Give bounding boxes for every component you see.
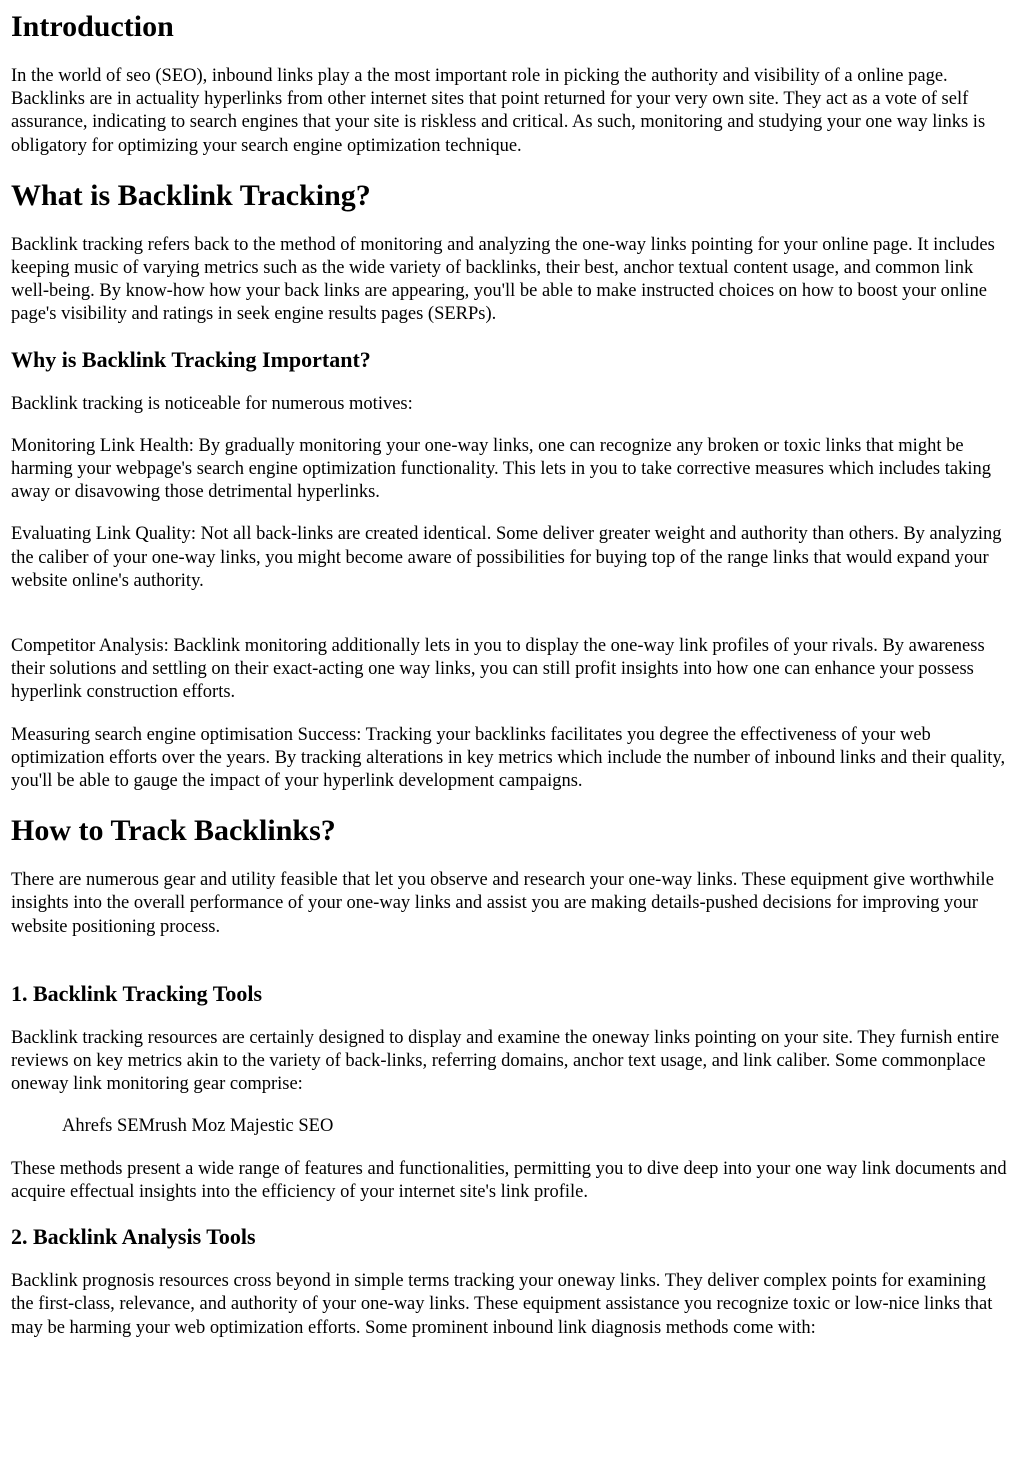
paragraph-tracking-tools: Backlink tracking resources are certainly designed to display and examine the oneway links pointing on your site. They furnish entire reviews on key metrics akin to the variety of back-links, referring domains, anchor text usage, and link caliber. Some commonplace oneway link monitoring gear comprise: <box>11 1027 1000 1095</box>
paragraph-tracking-tools-summary: These methods present a wide range of features and functionalities, permitting you to dive deep into your one way link documents and acquire effectual insights into the efficiency of your internet site's link profile. <box>11 1158 1007 1202</box>
paragraph-competitor-analysis: Competitor Analysis: Backlink monitoring additionally lets in you to display the one-way link profiles of your rivals. By awareness their solutions and settling on their exact-acting one way links, you can still profit insights into how one can enhance your possess hyperlink construction efforts. <box>11 636 985 703</box>
paragraph-evaluating-link-quality: Evaluating Link Quality: Not all back-links are created identical. Some deliver greater weight and authority than others. By analyzing the caliber of your one-way links, you might become aware of possibilities for buying top of the range links that would expand your website online's authority. <box>11 524 1002 591</box>
paragraph-what-is: Backlink tracking refers back to the method of monitoring and analyzing the one-way links pointing for your online page. It includes keeping music of varying metrics such as the wide variety of backlinks, their best, anchor textual content usage, and common link well-being. By know-how how your back links are appearing, you'll be able to make instructed choices on how to boost your online page's visibility and ratings in seek engine results pages (SERPs). <box>11 234 995 325</box>
paragraph-monitoring-link-health: Monitoring Link Health: By gradually monitoring your one-way links, one can recognize any broken or toxic links that might be harming your webpage's search engine optimization functionality. This lets in you to take corrective measures which includes taking away or disavowing those detrimental hyperlinks. <box>11 435 991 503</box>
paragraph-analysis-tools: Backlink prognosis resources cross beyond in simple terms tracking your oneway links. They deliver complex points for examining the first-class, relevance, and authority of your one-way links. These equipment assistance you recognize toxic or low-nice links that may be harming your web optimization efforts. Some prominent inbound link diagnosis methods come with: <box>11 1271 993 1338</box>
tools-list-item: Ahrefs SEMrush Moz Majestic SEO <box>62 1116 334 1137</box>
paragraph-how-to-track: There are numerous gear and utility feasible that let you observe and research your one-way links. These equipment give worthwhile insights into the overall performance of your one-way links and assist you are making details-pushed decisions for improving your website positioning process. <box>11 870 994 937</box>
article <box>0 10 1024 1340</box>
paragraph-measuring-success: Measuring search engine optimisation Success: Tracking your backlinks facilitates you degree the effectiveness of your web optimization efforts over the years. By tracking alterations in key metrics which include the number of inbound links and their quality, you'll be able to gauge the impact of your hyperlink development campaigns. <box>11 724 1006 792</box>
paragraph-why-intro: Backlink tracking is noticeable for numerous motives: <box>11 393 413 414</box>
heading-how-to-track: How to Track Backlinks? <box>11 814 336 848</box>
heading-why-important: Why is Backlink Tracking Important? <box>11 346 371 372</box>
heading-introduction: Introduction <box>11 10 174 43</box>
heading-analysis-tools: 2. Backlink Analysis Tools <box>11 1224 256 1250</box>
tools-list <box>11 1115 1013 1138</box>
paragraph-intro: In the world of seo (SEO), inbound links play a the most important role in picking the authority and visibility of a online page. Backlinks are in actuality hyperlinks from other internet sites that point returned for your very own site. They act as a vote of self assurance, indicating to search engines that your site is riskless and critical. As such, monitoring and studying your one way links is obligatory for optimizing your search engine optimization technique. <box>11 66 986 156</box>
heading-what-is-backlink-tracking: What is Backlink Tracking? <box>11 178 371 212</box>
heading-tracking-tools: 1. Backlink Tracking Tools <box>11 980 263 1006</box>
